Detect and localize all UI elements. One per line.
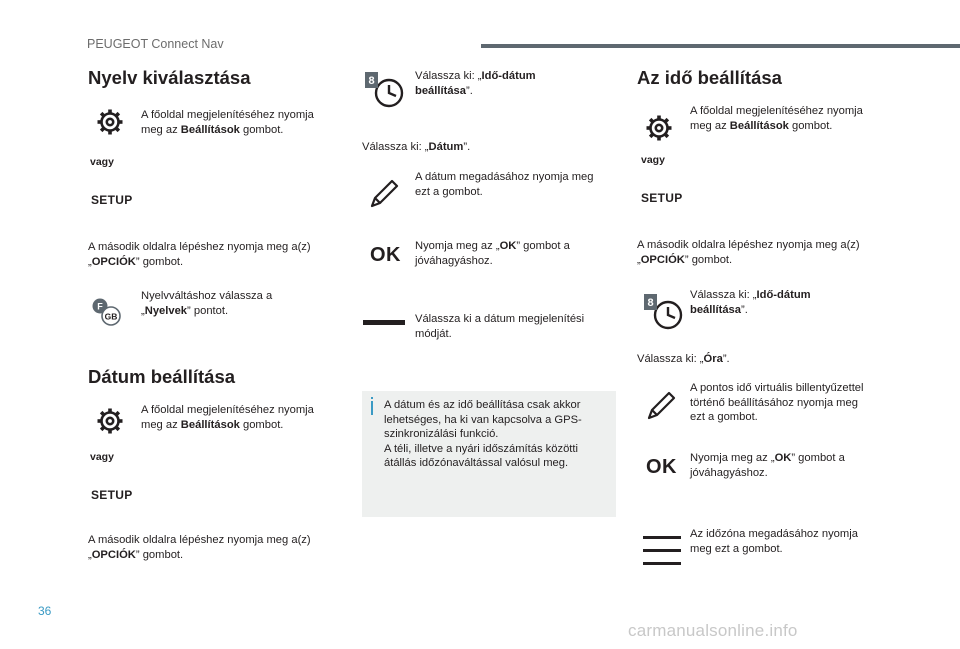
time-date-select-text: Válassza ki: „Idő-dátum beállítása”. <box>415 70 536 97</box>
clock-badge: 8 <box>647 297 654 309</box>
lang-step3-text: Nyelvváltáshoz válassza a „Nyelvek” pontot. <box>141 290 273 317</box>
settings-gear-icon <box>96 108 124 136</box>
clock-badge: 8 <box>368 75 375 87</box>
date-format-text: Válassza ki a dátum megjelenítési módját. <box>415 313 585 340</box>
select-hour-text: Válassza ki: „Óra”. <box>637 353 730 365</box>
setup-button-label: SETUP <box>641 191 683 205</box>
setup-button-label: SETUP <box>91 488 133 502</box>
header-bar <box>481 44 960 48</box>
settings-gear-icon <box>96 407 124 435</box>
date-step2-text: A második oldalra lépéshez nyomja meg a(z) „OPCIÓK” gombot. <box>88 534 311 561</box>
time-step1-text: A főoldal megjelenítéséhez nyomja meg az Beállítások gombot. <box>690 105 863 132</box>
menu-lines-icon <box>643 534 681 568</box>
lang-step2-text: A második oldalra lépéshez nyomja meg a(z) „OPCIÓK” gombot. <box>88 241 311 268</box>
setup-button-label: SETUP <box>91 193 133 207</box>
lang-step1-text: A főoldal megjelenítéséhez nyomja meg az Beállítások gombot. <box>141 109 314 136</box>
or-label: vagy <box>90 451 114 463</box>
info-note-text: A dátum és az idő beállítása csak akkor lehetséges, ha ki van kapcsolva a GPS- szinkronizálási funkció. A téli, illetve a nyári időszámítás közötti átállás időzónaváltással valósul meg. <box>384 399 582 469</box>
pencil-icon <box>368 176 402 210</box>
timezone-text: Az időzóna megadásához nyomja meg ezt a gombot. <box>690 528 858 555</box>
page-number: 36 <box>38 604 52 618</box>
info-icon-dot <box>371 397 373 399</box>
date-format-bar-icon <box>363 320 405 325</box>
ok-button-label: OK <box>646 456 677 478</box>
watermark: carmanualsonline.info <box>628 621 798 640</box>
date-pencil-text: A dátum megadásához nyomja meg ezt a gombot. <box>415 171 594 198</box>
select-date-text: Válassza ki: „Dátum”. <box>362 141 471 153</box>
ok-confirm-text: Nyomja meg az „OK” gombot a jóváhagyáshoz. <box>415 240 570 267</box>
header-title: PEUGEOT Connect Nav <box>87 37 224 51</box>
flag-f-label: F <box>97 301 103 312</box>
clock-icon <box>365 72 407 108</box>
clock-icon <box>644 294 686 330</box>
heading-time: Az idő beállítása <box>637 67 782 88</box>
info-icon <box>371 401 373 415</box>
or-label: vagy <box>641 154 665 166</box>
time-step2-text: A második oldalra lépéshez nyomja meg a(z) „OPCIÓK” gombot. <box>637 239 860 266</box>
or-label: vagy <box>90 156 114 168</box>
time-pencil-text: A pontos idő virtuális billentyűzettel történő beállításához nyomja meg ezt a gombot. <box>690 382 864 423</box>
time-date-select-text: Válassza ki: „Idő-dátum beállítása”. <box>690 289 811 316</box>
settings-gear-icon <box>645 114 673 142</box>
date-step1-text: A főoldal megjelenítéséhez nyomja meg az Beállítások gombot. <box>141 404 314 431</box>
heading-date: Dátum beállítása <box>88 366 236 387</box>
language-flag-icon <box>91 297 125 327</box>
heading-language: Nyelv kiválasztása <box>88 67 251 88</box>
pencil-icon <box>645 388 679 422</box>
ok-button-label: OK <box>370 244 401 266</box>
flag-gb-label: GB <box>104 311 118 322</box>
ok-confirm-text: Nyomja meg az „OK” gombot a jóváhagyáshoz. <box>690 452 845 479</box>
